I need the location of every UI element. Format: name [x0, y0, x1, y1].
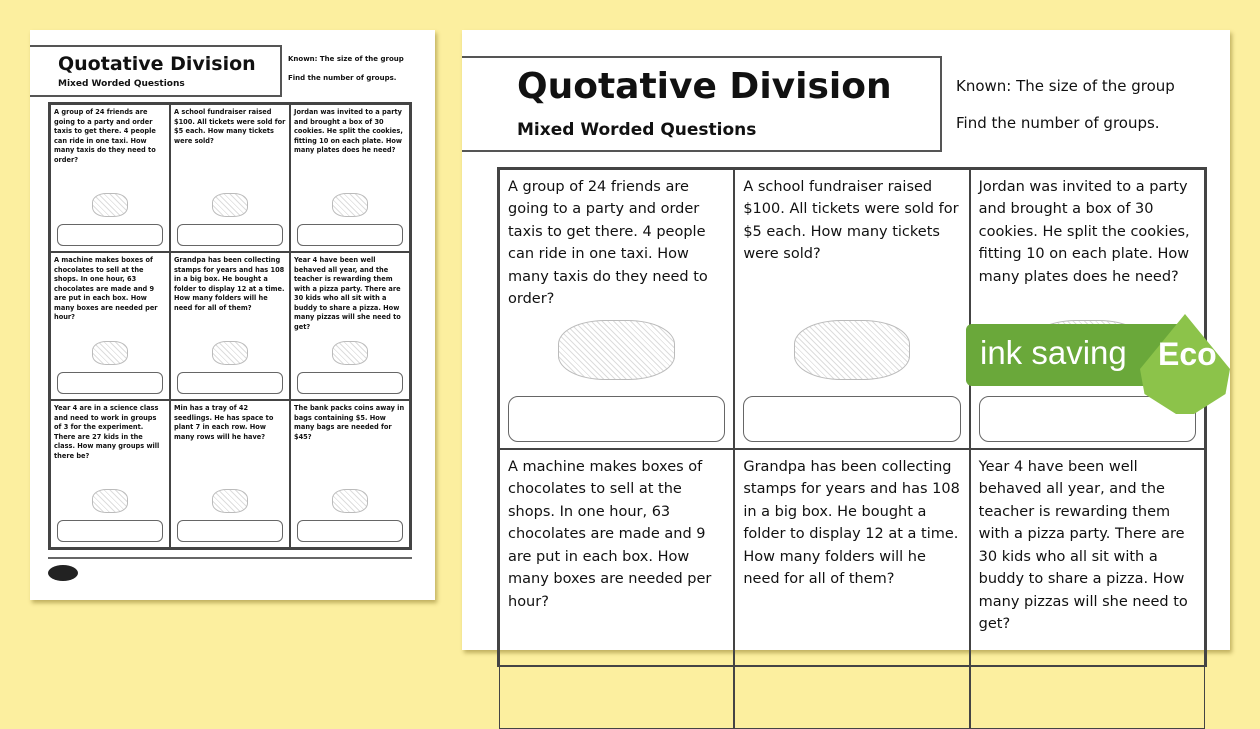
question-cell — [290, 104, 410, 252]
answer-box[interactable] — [177, 372, 283, 394]
worksheet-thumbnail — [30, 30, 435, 600]
find-label: Find the number of groups. — [956, 114, 1160, 132]
question-cell — [970, 449, 1205, 729]
question-text: Jordan was invited to a party and brought a box of 30 cookies. He split the cookies, fitting 10 on each plate. How many plates does he need? — [294, 108, 403, 155]
coins-image — [332, 489, 367, 513]
question-text: Year 4 are in a science class and need to work in groups of 3 for the experiment. There are 27 kids in the class. How many groups will there be? — [54, 404, 160, 460]
publisher-logo — [48, 565, 78, 581]
question-cell — [170, 104, 290, 252]
stamp-image — [212, 341, 247, 365]
answer-box[interactable] — [508, 396, 725, 442]
question-grid — [48, 102, 412, 550]
answer-box[interactable] — [177, 520, 283, 542]
question-text: Jordan was invited to a party and brought a box of 30 cookies. He split the cookies, fitting 10 on each plate. How many plates does he need? — [978, 179, 1190, 285]
page-title: Quotative Division — [58, 53, 256, 75]
answer-box[interactable] — [177, 224, 283, 246]
taxi-image — [92, 193, 127, 217]
find-label: Find the number of groups. — [288, 74, 397, 82]
taxi-image — [558, 320, 675, 380]
question-text: Grandpa has been collecting stamps for years and has 108 in a big box. He bought a folder to display 12 at a time. How many folders will he need for all of them? — [743, 459, 960, 588]
question-text: A group of 24 friends are going to a party and order taxis to get there. 4 people can ride in one taxi. How many taxis do they need to order? — [508, 179, 708, 308]
chocolates-image — [92, 341, 127, 365]
answer-box[interactable] — [743, 396, 960, 442]
question-cell — [290, 252, 410, 400]
answer-box[interactable] — [57, 224, 163, 246]
question-cell — [170, 252, 290, 400]
page-title: Quotative Division — [517, 66, 892, 107]
question-cell — [290, 400, 410, 548]
question-grid — [497, 167, 1207, 667]
question-cell — [50, 252, 170, 400]
title-box — [30, 45, 282, 97]
question-cell — [499, 169, 734, 449]
question-cell — [50, 104, 170, 252]
question-text: The bank packs coins away in bags containing $5. How many bags are needed for $45? — [294, 404, 405, 441]
question-text: Year 4 have been well behaved all year, and the teacher is rewarding them with a pizza party. There are 30 kids who all sit with a buddy to share a pizza. How many pizzas will she need to get? — [978, 459, 1188, 633]
answer-box[interactable] — [297, 224, 403, 246]
known-label: Known: The size of the group — [288, 55, 404, 63]
ink-saving-badge: ink saving — [966, 324, 1186, 386]
question-text: Grandpa has been collecting stamps for years and has 108 in a big box. He bought a folder to display 12 at a time. How many folders will he need for all of them? — [174, 256, 285, 312]
question-text: A school fundraiser raised $100. All tickets were sold for $5 each. How many tickets were sold? — [743, 179, 959, 263]
atom-image — [92, 489, 127, 513]
question-cell — [734, 169, 969, 449]
question-cell — [734, 449, 969, 729]
question-text: A school fundraiser raised $100. All tickets were sold for $5 each. How many tickets were sold? — [174, 108, 286, 145]
banknote-image — [212, 193, 247, 217]
answer-box[interactable] — [297, 520, 403, 542]
title-box — [462, 56, 942, 152]
question-text: A group of 24 friends are going to a party and order taxis to get there. 4 people can ride in one taxi. How many taxis do they need to order? — [54, 108, 156, 164]
page-subtitle: Mixed Worded Questions — [517, 120, 757, 140]
eco-label: Eco — [1158, 336, 1217, 372]
question-text: Year 4 have been well behaved all year, and the teacher is rewarding them with a pizza party. There are 30 kids who all sit with a buddy to share a pizza. How many pizzas will she need to get? — [294, 256, 401, 331]
question-text: Min has a tray of 42 seedlings. He has space to plant 7 in each row. How many rows will he have? — [174, 404, 274, 441]
page-subtitle: Mixed Worded Questions — [58, 79, 185, 89]
question-text: A machine makes boxes of chocolates to sell at the shops. In one hour, 63 chocolates are made and 9 are put in each box. How many boxes are needed per hour? — [508, 459, 712, 610]
pizza-image — [332, 341, 367, 365]
answer-box[interactable] — [57, 372, 163, 394]
question-text: A machine makes boxes of chocolates to sell at the shops. In one hour, 63 chocolates are made and 9 are put in each box. How many boxes are needed per hour? — [54, 256, 158, 322]
known-label: Known: The size of the group — [956, 77, 1175, 95]
seedlings-image — [212, 489, 247, 513]
cookies-image — [332, 193, 367, 217]
question-cell — [50, 400, 170, 548]
banknote-image — [794, 320, 911, 380]
answer-box[interactable] — [57, 520, 163, 542]
question-cell — [499, 449, 734, 729]
answer-box[interactable] — [297, 372, 403, 394]
footer-divider — [48, 557, 412, 559]
question-cell — [170, 400, 290, 548]
